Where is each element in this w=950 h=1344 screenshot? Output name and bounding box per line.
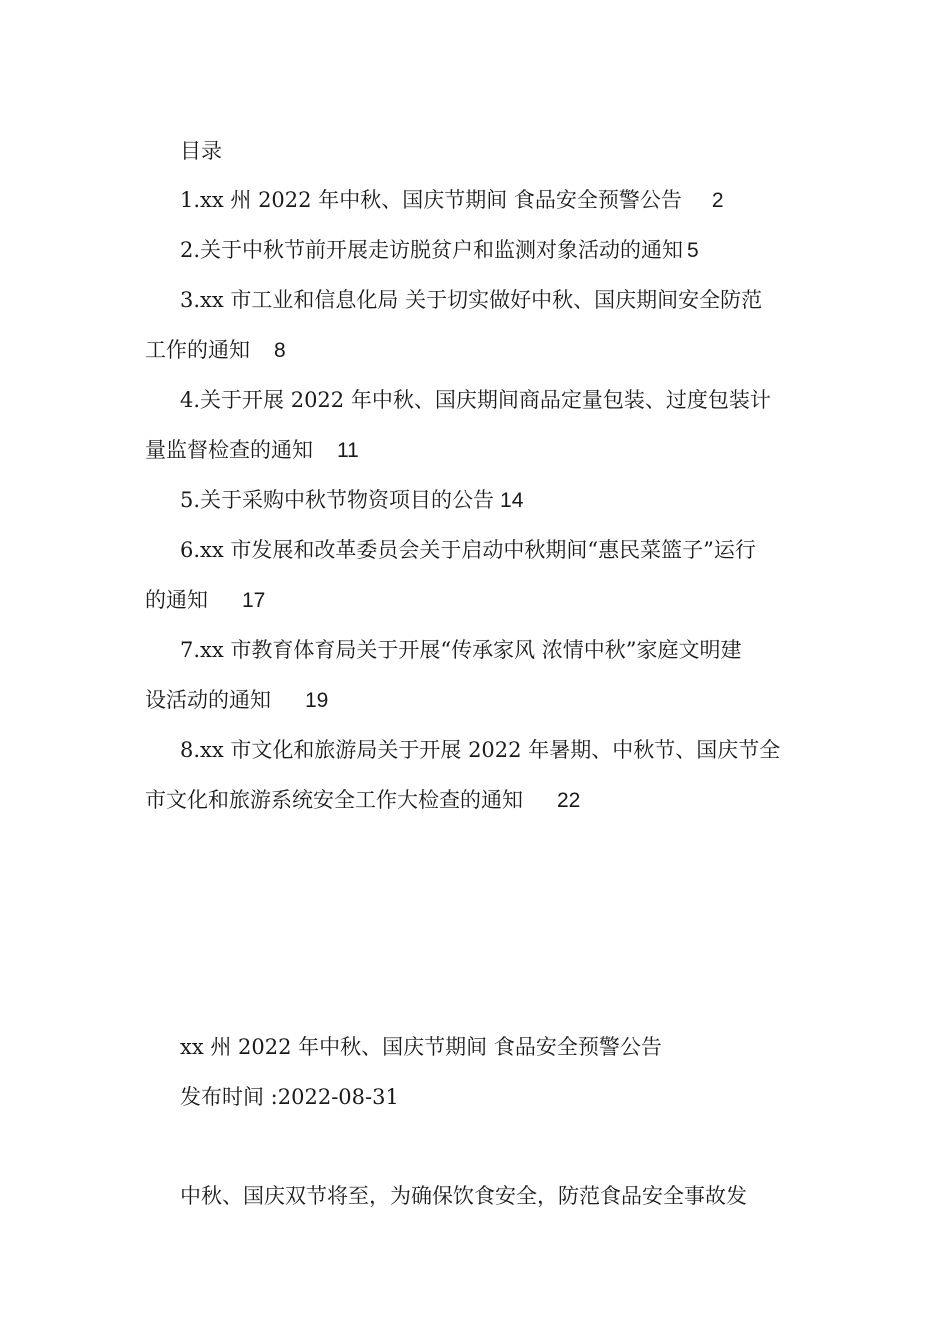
toc-entry-4-page: 11 [337,439,359,462]
toc-entry-4-text-cont: 量监督检查的通知 [145,438,313,462]
article-body-line: 中秋、国庆双节将至，为确保饮食安全，防范食品安全事故发 [180,1184,747,1208]
toc-entry-4[interactable] [180,386,771,414]
toc-heading: 目录 [180,139,222,163]
toc-entry-6-page: 17 [242,589,266,612]
toc-entry-7-text: 7.xx 市教育体育局关于开展“传承家风 浓情中秋”家庭文明建 [180,638,742,662]
toc-entry-3-page: 8 [274,339,286,362]
toc-entry-3-text: 3.xx 市工业和信息化局 关于切实做好中秋、国庆期间安全防范 [180,288,763,312]
toc-entry-3[interactable] [180,286,762,314]
article-title: xx 州 2022 年中秋、国庆节期间 食品安全预警公告 [180,1035,662,1059]
toc-entry-5[interactable] [180,486,523,515]
toc-entry-4-text: 4.关于开展 2022 年中秋、国庆期间商品定量包装、过度包装计 [180,388,771,412]
toc-entry-7-text-cont: 设活动的通知 [145,688,271,712]
toc-entry-7-page: 19 [305,689,329,712]
toc-entry-3-text-cont: 工作的通知 [145,338,250,362]
toc-entry-1-text: 1.xx 州 2022 年中秋、国庆节期间 食品安全预警公告 [180,188,682,212]
publish-time: 发布时间 :2022-08-31 [180,1085,399,1109]
toc-entry-5-text: 5.关于采购中秋节物资项目的公告 [180,488,495,512]
toc-entry-2[interactable] [180,236,699,265]
toc-entry-5-page: 14 [500,489,524,512]
toc-entry-8[interactable] [180,736,780,764]
toc-entry-4-cont[interactable] [145,436,359,465]
toc-entry-1-page: 2 [711,189,724,212]
toc-entry-2-page: 5 [687,239,699,262]
toc-entry-6-text: 6.xx 市发展和改革委员会关于启动中秋期间“惠民菜篮子”运行 [180,538,756,562]
toc-entry-6-cont[interactable] [145,586,265,615]
toc-entry-6[interactable] [180,536,756,564]
toc-entry-7[interactable] [180,636,742,664]
toc-entry-2-text: 2.关于中秋节前开展走访脱贫户和监测对象活动的通知 [180,238,684,262]
toc-entry-8-text: 8.xx 市文化和旅游局关于开展 2022 年暑期、中秋节、国庆节全 [180,738,781,762]
toc-entry-6-text-cont: 的通知 [145,588,208,612]
toc-entry-8-cont[interactable] [145,786,580,815]
toc-entry-7-cont[interactable] [145,686,328,715]
toc-entry-8-text-cont: 市文化和旅游系统安全工作大检查的通知 [145,788,523,812]
toc-entry-1[interactable] [180,186,724,215]
toc-entry-3-cont[interactable] [145,336,286,365]
toc-entry-8-page: 22 [557,789,581,812]
